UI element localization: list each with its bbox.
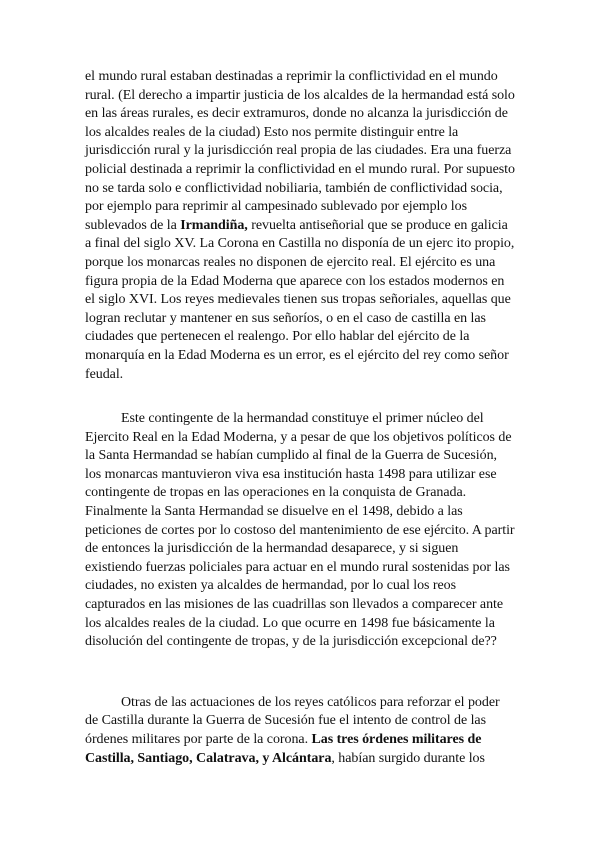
- paragraph-1-text-b: revuelta antiseñorial que se produce en galicia a final del siglo XV. La Corona en Castilla no disponía de un ejerc ito propio, porque los monarcas reales no disponen de ejercito real. El ejército es una figura propia de la Edad Moderna que aparece con los estados modernos en el siglo XVI. Los reyes medievales tienen sus tropas señoriales, aquellas que logran reclutar y mantener en sus señoríos, o en el caso de castilla en las ciudades que pertenecen el realengo. Por ello hablar del ejército de la monarquía en la Edad Moderna es un error, es el ejército del rey como señor feudal.: [85, 217, 515, 382]
- paragraph-2-text: Este contingente de la hermandad constituye el primer núcleo del Ejercito Real en la Edad Moderna, y a pesar de que los objetivos políticos de la Santa Hermandad se habían cumplido al final de la Guerra de Sucesión, los monarcas mantuvieron viva esa institución hasta 1498 para utilizar ese contingente de tropas en las operaciones en la conquista de Granada. Finalmente la Santa Hermandad se disuelve en el 1498, debido a las peticiones de cortes por lo costoso del mantenimiento de ese ejército. A partir de entonces la jurisdicción de la hermandad desaparece, y si siguen existiendo fuerzas policiales para actuar en el mundo rural sostenidas por las ciudades, no existen ya alcaldes de hermandad, por lo cual los reos capturados en las misiones de las cuadrillas son llevados a comparecer ante los alcaldes reales de la ciudad. Lo que ocurre en 1498 fue básicamente la disolución del contingente de tropas, y de la jurisdicción excepcional de??: [85, 411, 515, 650]
- paragraph-1-text-a: el mundo rural estaban destinadas a reprimir la conflictividad en el mundo rural. (El derecho a impartir justicia de los alcaldes de la hermandad está solo en las áreas rurales, es decir extramuros, donde no alcanza la jurisdicción de los alcaldes reales de la ciudad) Esto nos permite distinguir entre la jurisdicción rural y la jurisdicción real propia de las ciudades. Era una fuerza policial destinada a reprimir la conflictividad en el mundo rural. Por supuesto no se tarda solo e conflictividad nobiliaria, también de conflictividad socia, por ejemplo para reprimir al campesinado sublevado por ejemplo los sublevados de la: [85, 69, 515, 233]
- paragraph-3-bold-ordenes: Las tres órdenes militares de Castilla, Santiago, Calatrava, y Alcántara: [85, 732, 482, 766]
- document-page: [85, 68, 515, 768]
- paragraph-1-bold-irmandina: Irmandiña,: [180, 217, 248, 233]
- paragraph-3-text-a: Otras de las actuaciones de los reyes católicos para reforzar el poder de Castilla durante la Guerra de Sucesión fue el intento de control de las órdenes militares por parte de la corona.: [85, 694, 500, 747]
- paragraph-3-text-b: , habían surgido durante los: [331, 750, 485, 766]
- paragraph-2: [85, 410, 515, 652]
- paragraph-1: [85, 68, 515, 384]
- paragraph-3: [85, 694, 515, 768]
